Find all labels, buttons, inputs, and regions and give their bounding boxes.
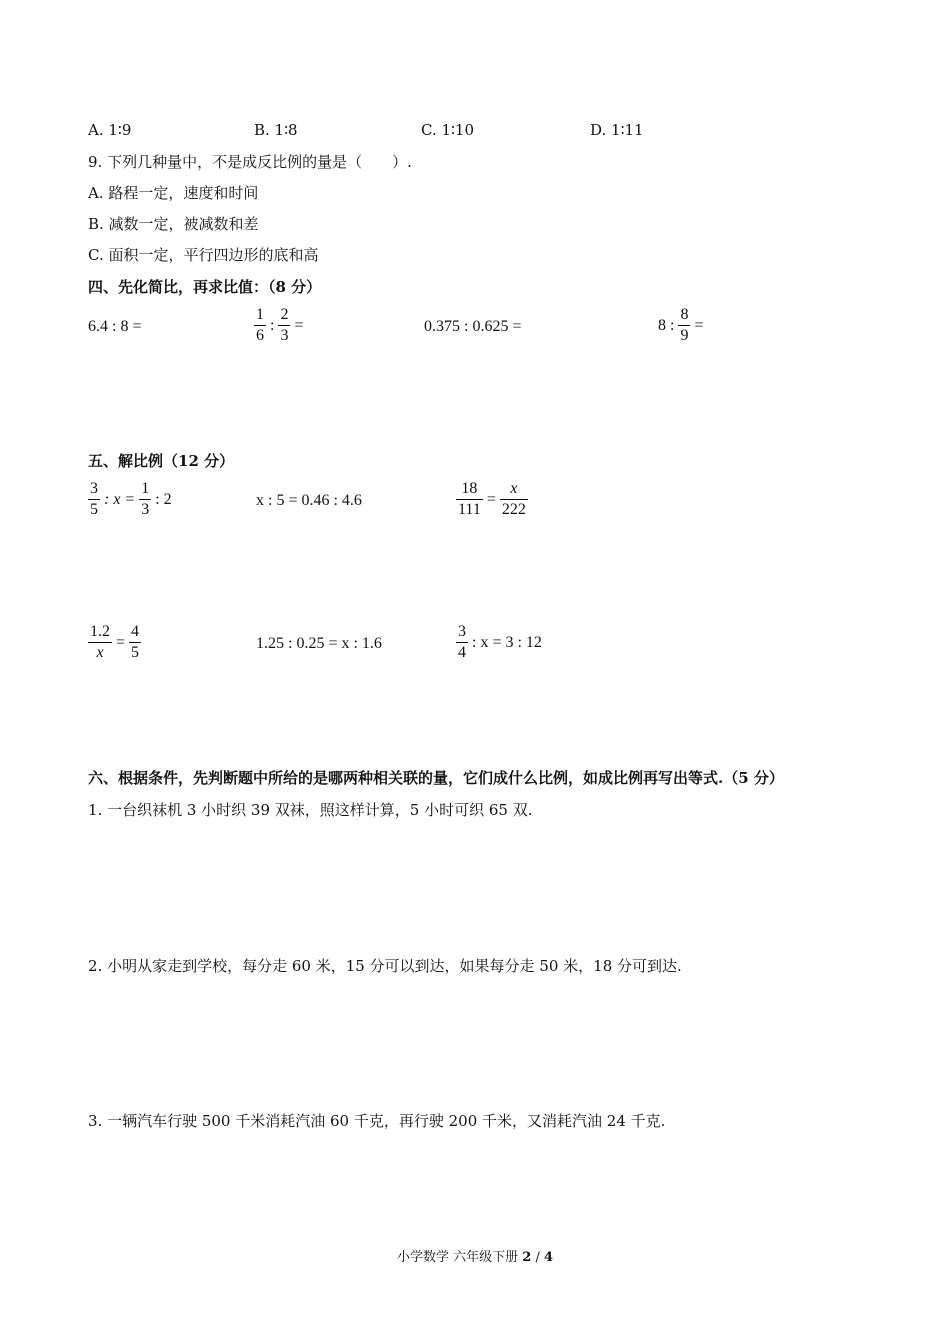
section5-title: 五、解比例（12 分） (88, 452, 235, 470)
section4-title: 四、先化简比，再求比值：（8 分） (88, 278, 322, 296)
s5-problem-2: x : 5 = 0.46 : 4.6 (256, 492, 362, 509)
q8-option-c: C. 1∶10 (421, 121, 475, 139)
fraction: $\frac{2}{3}$ (280, 306, 289, 344)
s4-item-4: 8 : $\frac{8}{9}$ = (658, 306, 704, 344)
s5-problem-1: $\frac{3}{5}$ : x = $\frac{1}{3}$ : 2 (90, 480, 172, 518)
q9-option-c: C. 面积一定，平行四边形的底和高 (88, 246, 319, 264)
s6-question-3: 3. 一辆汽车行驶 500 千米消耗汽油 60 千克，再行驶 200 千米，又消耗汽油 24 千克. (88, 1112, 666, 1130)
page-number: 2 (522, 1250, 532, 1265)
fraction: $\frac{1}{6}$ (256, 306, 264, 344)
s5-problem-3: $\frac{18}{111}$ = $\frac{x}{222}$ (458, 480, 526, 518)
s5-problem-6: $\frac{3}{4}$ : x = 3 : 12 (458, 623, 542, 661)
s4-item-2: $\frac{1}{6}$ : $\frac{2}{3}$ = (256, 306, 304, 344)
q8-option-b: B. 1∶8 (254, 121, 298, 139)
fraction: $\frac{1.2}{x}$ (90, 623, 110, 661)
section6-title: 六、根据条件，先判断题中所给的是哪两种相关联的量，它们成什么比例，如成比例再写出等式.（5 分） (88, 769, 784, 787)
s4-item-3: 0.375 : 0.625 = (424, 318, 522, 335)
q9-stem: 9. 下列几种量中，不是成反比例的量是（ ）. (88, 153, 412, 171)
fraction: $\frac{8}{9}$ (680, 306, 689, 344)
s5-problem-5: 1.25 : 0.25 = x : 1.6 (256, 635, 382, 652)
q8-option-d: D. 1∶11 (590, 121, 644, 139)
fraction: $\frac{4}{5}$ (131, 623, 140, 661)
page-footer: 小学数学 六年级下册 2 / 4 (396, 1250, 554, 1265)
q9-option-a: A. 路程一定，速度和时间 (88, 184, 259, 202)
page-total: 4 (543, 1250, 554, 1265)
fraction: $\frac{3}{4}$ (458, 623, 466, 661)
fraction: $\frac{x}{222}$ (501, 480, 526, 518)
q9-option-b: B. 减数一定，被减数和差 (88, 215, 259, 233)
s6-question-1: 1. 一台织袜机 3 小时织 39 双袜，照这样计算，5 小时可织 65 双. (88, 801, 533, 819)
fraction: $\frac{1}{3}$ (141, 480, 150, 518)
s4-item-1: 6.4 : 8 = (88, 318, 142, 335)
s5-problem-4: $\frac{1.2}{x}$ = $\frac{4}{5}$ (90, 623, 140, 661)
fraction: $\frac{18}{111}$ (458, 480, 481, 518)
q8-option-a: A. 1∶9 (88, 121, 132, 139)
s6-question-2: 2. 小明从家走到学校，每分走 60 米，15 分可以到达，如果每分走 50 米，18 分可到达. (88, 957, 682, 975)
fraction: $\frac{3}{5}$ (90, 480, 98, 518)
